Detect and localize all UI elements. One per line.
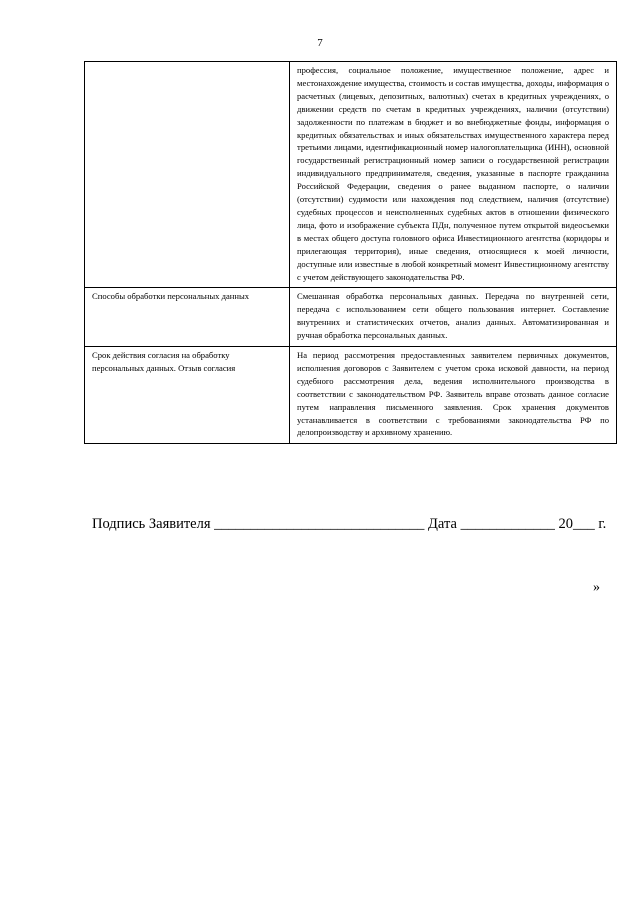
- year-prefix: 20: [558, 516, 573, 532]
- row-value: профессия, социальное положение, имущественное положение, адрес и местонахождение имущества, стоимость и состав имущества, доходы, информация о расчетных (лицевых, депозитных, валютных) счетах в кредитных учреждениях, о движении средств по счетам в кредитных учреждениях, наличии (отсутствии) задолженности по платежам в бюджет и во внебюджетные фонды, информация о кредитных обязательствах и иных обязательствах имущественного характера перед третьими лицами, идентификационный номер налогоплательщика (ИНН), основной государственный регистрационный номер записи о государственной регистрации индивидуального предпринимателя, сведения, указанные в паспорте гражданина Российской Федерации, сведения о ранее выданном паспорте, о наличии (отсутствии) судимости или нахождения под следствием, наличия (отсутствие) судебных процессов и неисполненных судебных актов в отношении физического лица, фото и изображение субъекта ПДн, полученное путем открытой видеосъемки в местах общего доступа головного офиса Инвестиционного агентства (коридоры и прилегающая территория), иные сведения, относящиеся к моей личности, доступные или известные в любой конкретный момент Инвестиционному агентству с учетом действующего законодательства РФ.: [290, 62, 617, 288]
- year-suffix: г.: [598, 516, 607, 532]
- table-row: [85, 288, 617, 347]
- row-value: На период рассмотрения предоставленных заявителем первичных документов, исполнения договоров с Заявителем с учетом срока исковой давности, на период судебного рассмотрения дела, ведения исполнительного производства в соответствии с законодательством РФ. Заявитель вправе отозвать данное согласие путем направления письменного заявления. Срок хранения документов устанавливается в соответствии с требованиями законодательства РФ по делопроизводству и архивному хранению.: [290, 347, 617, 444]
- signature-label: Подпись Заявителя: [92, 516, 211, 532]
- signature-line: [92, 516, 632, 533]
- signature-blank[interactable]: _____________________________: [214, 516, 425, 532]
- year-blank[interactable]: ___: [572, 516, 595, 532]
- closing-quote: »: [593, 580, 600, 595]
- date-label: Дата: [428, 516, 457, 532]
- table-row: [85, 347, 617, 444]
- consent-table: [84, 61, 617, 444]
- row-label: Срок действия согласия на обработку персональных данных. Отзыв согласия: [85, 347, 290, 444]
- date-blank[interactable]: _____________: [460, 516, 555, 532]
- row-label: [85, 62, 290, 288]
- table-row: [85, 62, 617, 288]
- page-number: 7: [317, 37, 323, 49]
- row-value: Смешанная обработка персональных данных. Передача по внутренней сети, передача с использованием сети общего пользования интернет. Составление внутренних и статистических отчетов, анализ данных. Автоматизированная и ручная обработка персональных данных.: [290, 288, 617, 347]
- row-label: Способы обработки персональных данных: [85, 288, 290, 347]
